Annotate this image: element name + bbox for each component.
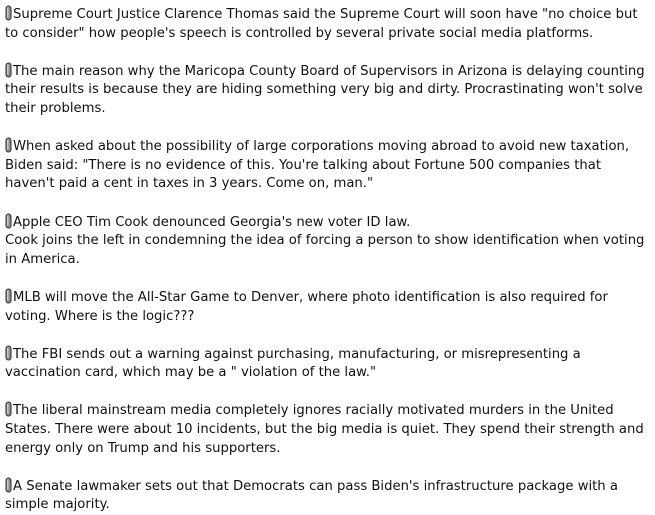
post-text: Apple CEO Tim Cook denounced Georgia's new voter ID law.	[13, 214, 411, 230]
pin-bullet-icon	[5, 5, 12, 21]
post-text: MLB will move the All-Star Game to Denver, where photo identification is also required for voting. Where is the logic???	[5, 289, 608, 324]
post-text: A Senate lawmaker sets out that Democrats can pass Biden's infrastructure package with a simple majority.	[5, 478, 618, 513]
post-text: Cook joins the left in condemning the idea of forcing a person to show identification when voting in America.	[5, 233, 645, 267]
post-text: Supreme Court Justice Clarence Thomas said the Supreme Court will soon have "no choice but to consider" how people's speech is controlled by several private social media platforms.	[5, 7, 638, 41]
pin-bullet-icon	[5, 401, 12, 417]
post-item	[5, 345, 649, 383]
post-item	[5, 288, 649, 326]
pin-bullet-icon	[5, 62, 12, 78]
post-text: The main reason why the Maricopa County Board of Supervisors in Arizona is delaying counting their results is because they are hiding something very big and dirty. Procrastinating won't solve their problems.	[5, 63, 645, 116]
post-item	[5, 62, 649, 119]
post-item	[5, 213, 649, 270]
post-item	[5, 401, 649, 458]
post-item	[5, 477, 649, 515]
post-item	[5, 5, 649, 43]
post-item	[5, 137, 649, 194]
pin-bullet-icon	[5, 137, 12, 153]
post-text: The liberal mainstream media completely ignores racially motivated murders in the United States. There were about 10 incidents, but the big media is quiet. They spend their strength and energy only on Trump and his supporters.	[5, 403, 644, 456]
pin-bullet-icon	[5, 345, 12, 361]
post-text: The FBI sends out a warning against purchasing, manufacturing, or misrepresenting a vaccination card, which may be a " violation of the law."	[5, 346, 581, 381]
pin-bullet-icon	[5, 477, 12, 493]
pin-bullet-icon	[5, 288, 12, 304]
pin-bullet-icon	[5, 213, 12, 229]
post-text: When asked about the possibility of large corporations moving abroad to avoid new taxation, Biden said: "There is no evidence of this. You're talking about Fortune 500 companies that haven't paid a cent in taxes in 3 years. Come on, man."	[5, 139, 630, 192]
